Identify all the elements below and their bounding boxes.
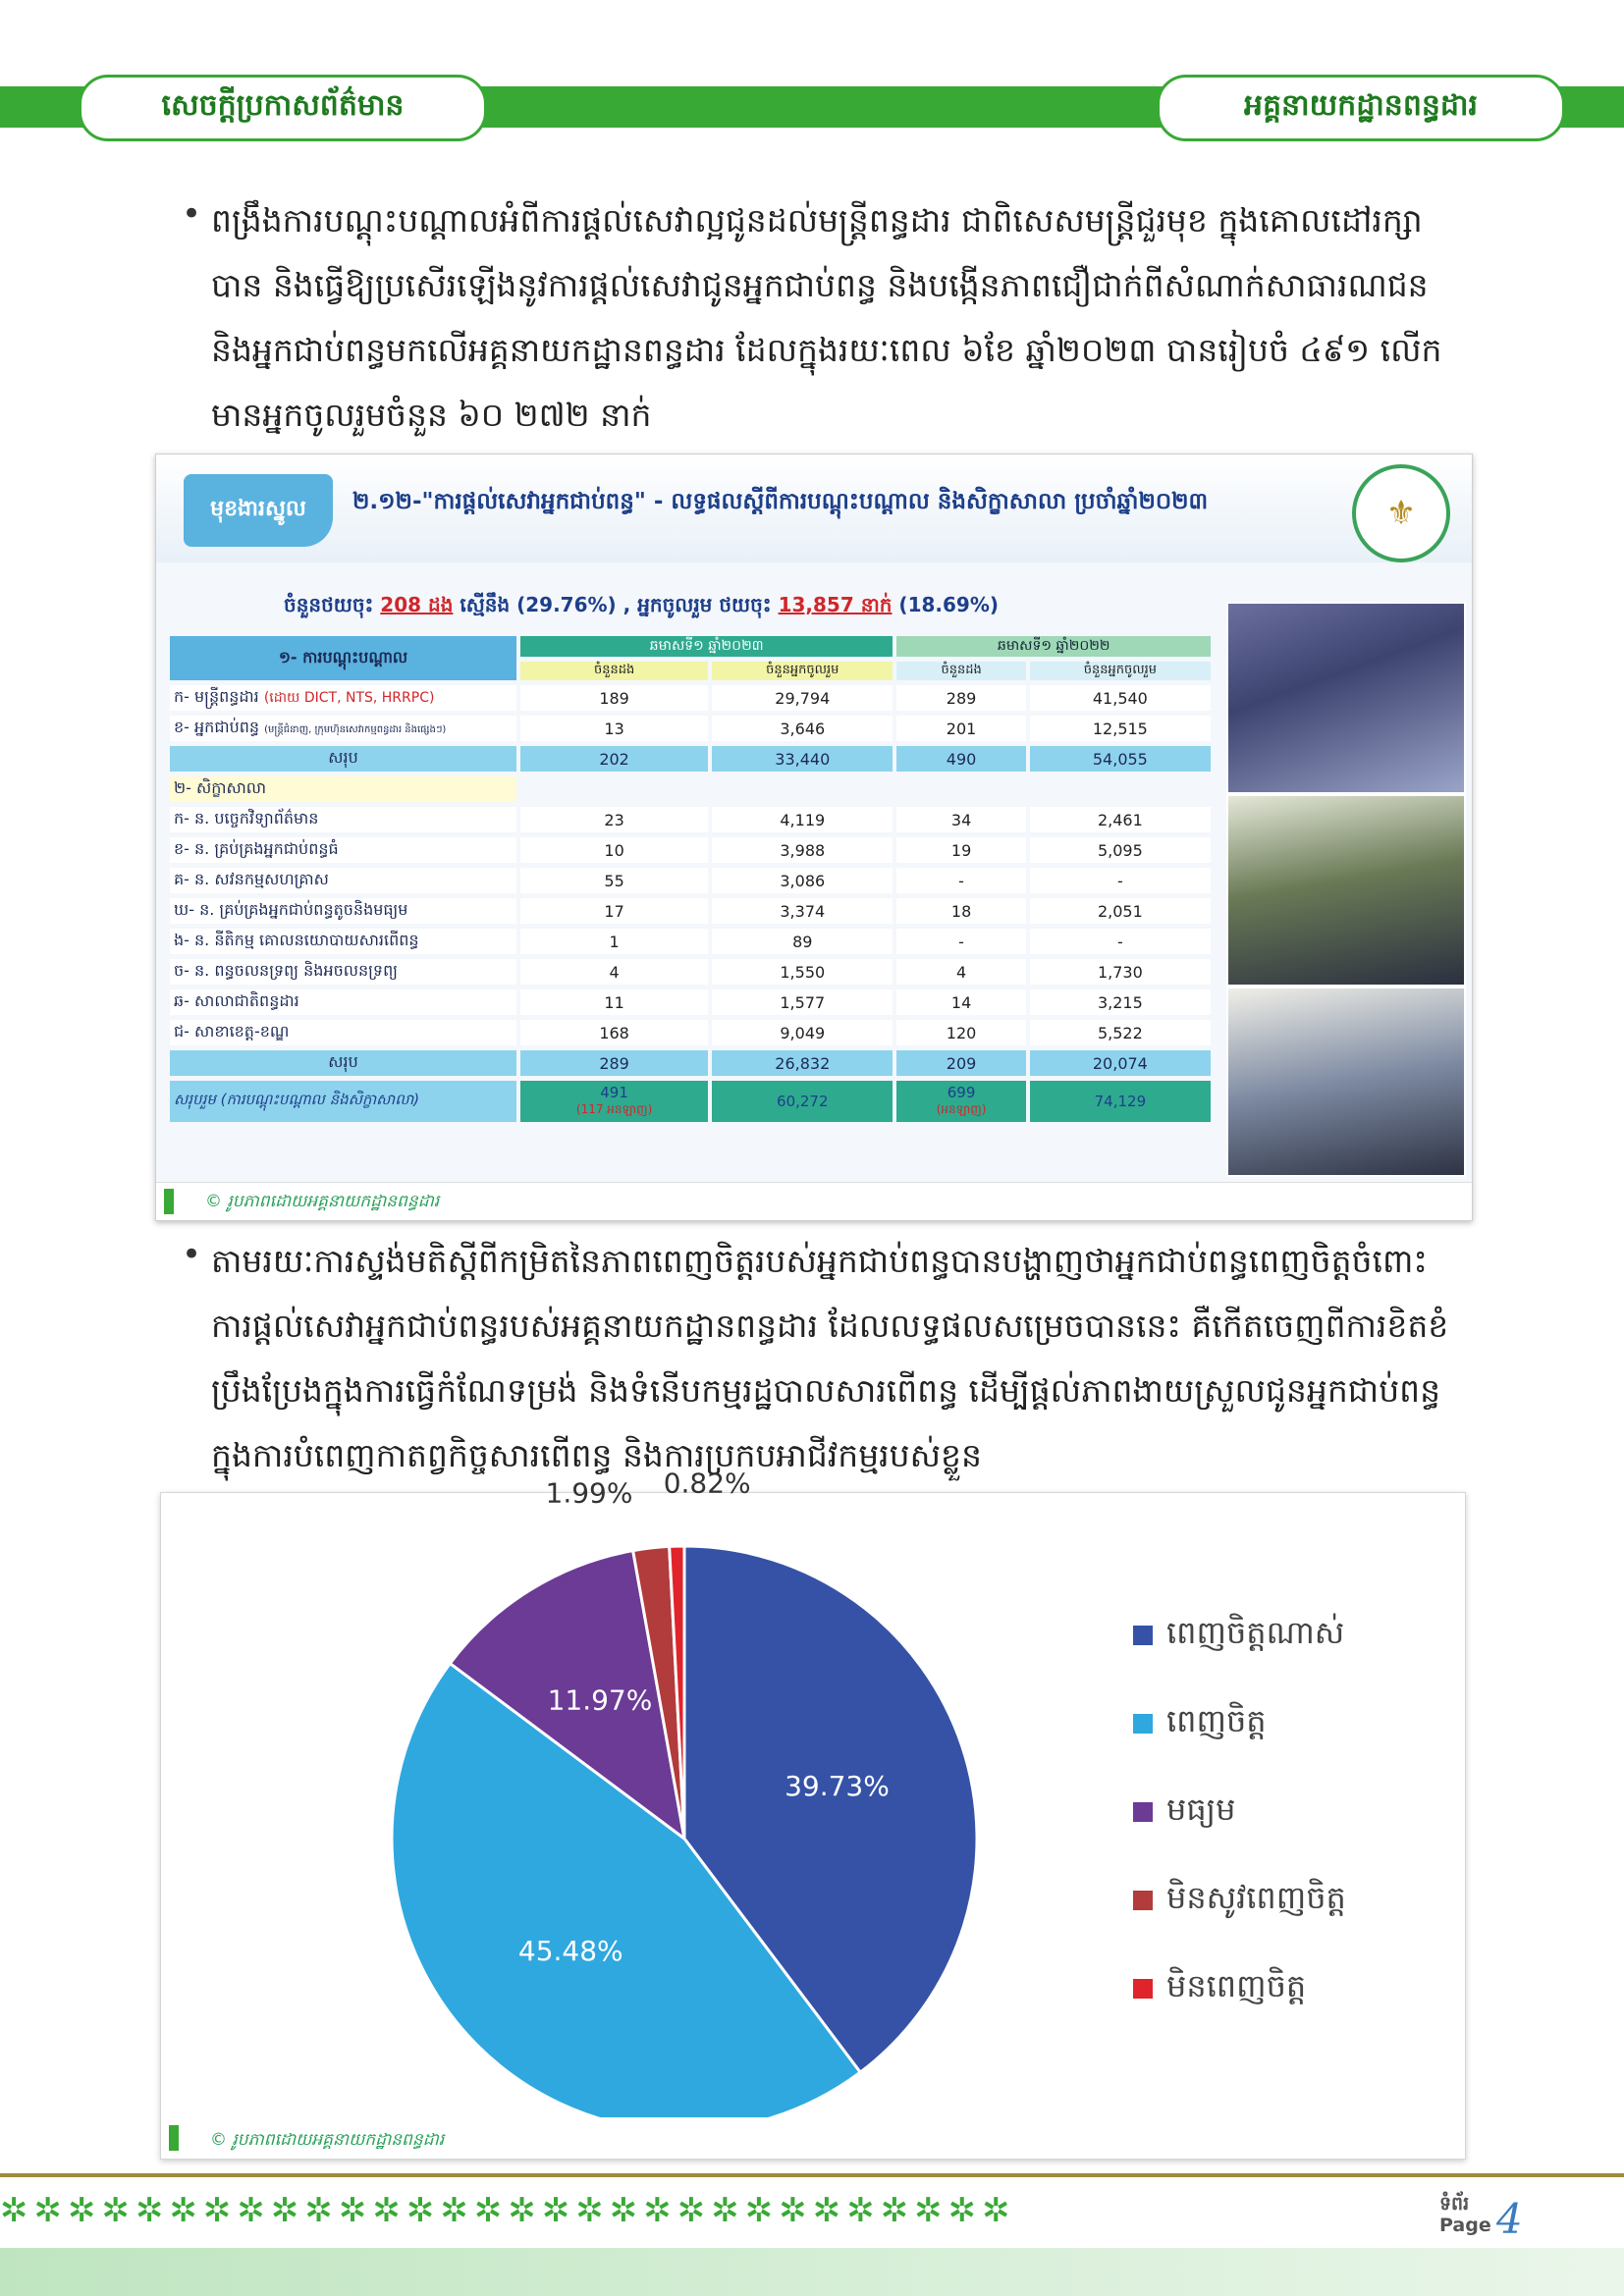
legend-swatch bbox=[1133, 1626, 1153, 1645]
footer-band bbox=[0, 2248, 1624, 2296]
workshop-photo-group bbox=[1226, 794, 1466, 987]
satisfaction-pie-chart bbox=[160, 1467, 1466, 2160]
legend-swatch bbox=[1133, 1802, 1153, 1822]
classroom-photo bbox=[1226, 987, 1466, 1177]
core-function-tab: មុខងារស្នូល bbox=[184, 474, 333, 547]
table-row: គ- ន. សវនកម្មសហគ្រាស 55 3,086 - - bbox=[170, 868, 1211, 893]
pie-data-label-4: 1.99% bbox=[545, 1476, 633, 1510]
pie-data-label-3: 11.97% bbox=[547, 1683, 653, 1717]
legend-item-2 bbox=[1133, 1680, 1346, 1768]
col-participants-2022: ចំនួនអ្នកចូលរួម bbox=[1030, 662, 1211, 680]
table-row: ឃ- ន. គ្រប់គ្រងអ្នកជាប់ពន្ធតូចនិងមធ្យម 17 3,374 18 2,051 bbox=[170, 898, 1211, 924]
credit-bar bbox=[169, 2125, 179, 2151]
header-right-title: អគ្គនាយកដ្ឋានពន្ធដារ bbox=[1157, 75, 1565, 141]
pie-data-label-2: 45.48% bbox=[517, 1935, 623, 1968]
legend-label: ពេញចិត្ត bbox=[1166, 1701, 1267, 1739]
infographic-summary: ចំនួនថយចុះ 208 ដង ស្មើនឹង (29.76%) , អ្នកចូលរួម ថយចុះ 13,857 នាក់ (18.69%) bbox=[284, 593, 1000, 616]
credit-bar bbox=[164, 1189, 174, 1214]
table-row: ក- មន្ត្រីពន្ធដារ (ដោយ DICT, NTS, HRRPC) 189 29,794 289 41,540 bbox=[170, 685, 1211, 711]
table-row: ឆ- សាលាជាតិពន្ធដារ 11 1,577 14 3,215 bbox=[170, 989, 1211, 1015]
bullet-icon: • bbox=[182, 1235, 202, 1274]
legend-label: មិនសូវពេញចិត្ត bbox=[1166, 1878, 1346, 1916]
col-count-2022: ចំនួនដង bbox=[896, 662, 1025, 680]
group-2023-header: ឆមាសទី១ ឆ្នាំ២០២៣ bbox=[520, 636, 893, 657]
section-workshop-row bbox=[170, 776, 1211, 802]
legend-label: មធ្យម bbox=[1166, 1789, 1236, 1828]
training-infographic bbox=[155, 454, 1473, 1221]
col-count-2023: ចំនួនដង bbox=[520, 662, 708, 680]
infographic-footer bbox=[156, 1182, 1472, 1220]
workshop-total-row: សរុប 289 26,832 209 20,074 bbox=[170, 1050, 1211, 1076]
infographic-header bbox=[156, 454, 1472, 562]
table-row: ខ- អ្នកជាប់ពន្ធ (មន្ត្រីជំនាញ, ក្រុមហ៊ុនសេវាកម្មពន្ធដារ និងផ្សេងៗ) 13 3,646 201 12,515 bbox=[170, 716, 1211, 741]
footer-rule bbox=[0, 2173, 1624, 2177]
training-total-row: សរុប 202 33,440 490 54,055 bbox=[170, 746, 1211, 772]
legend-label: មិនពេញចិត្ត bbox=[1166, 1966, 1307, 2004]
paragraph-survey: តាមរយៈការស្ទង់មតិស្តីពីកម្រិតនៃភាពពេញចិត្តរបស់អ្នកជាប់ពន្ធបានបង្ហាញថាអ្នកជាប់ពន្ធពេញចិត្តចំពោះការផ្តល់សេវាអ្នកជាប់ពន្ធរបស់អគ្គនាយកដ្ឋានពន្ធដារ ដែលលទ្ធផលសម្រេចបាននេះ គឺកើតចេញពីការខិតខំប្រឹងប្រែងក្នុងការធ្វើកំណែទម្រង់ និងទំនើបកម្មរដ្ឋបាលសារពើពន្ធ ដើម្បីផ្តល់ភាពងាយស្រួលជូនអ្នកជាប់ពន្ធ ក្នុងការបំពេញកាតព្វកិច្ចសារពើពន្ធ និងការប្រកបអាជីវកម្មរបស់ខ្លួន bbox=[211, 1242, 1449, 1474]
floral-motif-icon: ✲✲✲✲✲✲✲✲✲✲✲✲✲✲✲✲✲✲✲✲✲✲✲✲✲✲✲✲✲✲ bbox=[0, 2191, 1016, 2230]
legend-item-1 bbox=[1133, 1591, 1346, 1680]
pie-data-label-5: 0.82% bbox=[663, 1467, 751, 1500]
pie-data-label-1: 39.73% bbox=[785, 1770, 890, 1803]
col-participants-2023: ចំនួនអ្នកចូលរួម bbox=[712, 662, 893, 680]
header-left-title: សេចក្តីប្រកាសព័ត៌មាន bbox=[79, 75, 487, 141]
page-number: 4 bbox=[1496, 2195, 1523, 2243]
table-row: ជ- សាខាខេត្ត-ខណ្ឌ 168 9,049 120 5,522 bbox=[170, 1020, 1211, 1045]
table-row: ខ- ន. គ្រប់គ្រងអ្នកជាប់ពន្ធធំ 10 3,988 19 5,095 bbox=[170, 837, 1211, 863]
legend-swatch bbox=[1133, 1979, 1153, 1999]
group-2022-header: ឆមាសទី១ ឆ្នាំ២០២២ bbox=[896, 636, 1211, 657]
chart-credit: © រូបភាពដោយអគ្គនាយកដ្ឋានពន្ធដារ bbox=[210, 2130, 445, 2150]
gdt-emblem-icon: ⚜ bbox=[1352, 464, 1450, 562]
table-row: ក- ន. បច្ចេកវិទ្យាព័ត៌មាន 23 4,119 34 2,461 bbox=[170, 807, 1211, 832]
chart-footer bbox=[161, 2117, 1465, 2159]
training-table bbox=[166, 631, 1215, 1127]
bullet-icon: • bbox=[182, 194, 202, 234]
photo-credit: © រូបភាពដោយអគ្គនាយកដ្ឋានពន្ធដារ bbox=[205, 1192, 440, 1211]
table-row: ង- ន. នីតិកម្ម គោលនយោបាយសារពើពន្ធ 1 89 - - bbox=[170, 929, 1211, 954]
grand-total-row: សរុបរួម (ការបណ្តុះបណ្តាល និងសិក្ខាសាលា) 491 (117 អនឡាញ) 60,272 699 (អនឡាញ) 74,129 bbox=[170, 1081, 1211, 1122]
legend-swatch bbox=[1133, 1891, 1153, 1910]
legend-item-5 bbox=[1133, 1945, 1346, 2033]
page-label: ទំព័រ Page bbox=[1439, 2193, 1491, 2236]
infographic-title: ២.១២-"ការផ្តល់សេវាអ្នកជាប់ពន្ធ" - លទ្ធផលស្តីពីការបណ្តុះបណ្តាល និងសិក្ខាសាលា ប្រចាំឆ្នាំ២០២៣ bbox=[352, 489, 1209, 514]
paragraph-training: ពង្រឹងការបណ្តុះបណ្តាលអំពីការផ្តល់សេវាល្អជូនដល់មន្ត្រីពន្ធដារ ជាពិសេសមន្ត្រីជួរមុខ ក្នុងគោលដៅរក្សាបាន និងធ្វើឱ្យប្រសើរឡើងនូវការផ្តល់សេវាជូនអ្នកជាប់ពន្ធ និងបង្កើនភាពជឿជាក់ពីសំណាក់សាធារណជន និងអ្នកជាប់ពន្ធមកលើអគ្គនាយកដ្ឋានពន្ធដារ ដែលក្នុងរយៈពេល ៦ខែ ឆ្នាំ២០២៣ បានរៀបចំ ៤៩១ លើក មានអ្នកចូលរួមចំនួន ៦០ ២៧២ នាក់ bbox=[211, 201, 1442, 434]
table-row: ច- ន. ពន្ធចលនទ្រព្យ និងអចលនទ្រព្យ 4 1,550 4 1,730 bbox=[170, 959, 1211, 985]
pie-legend bbox=[1133, 1591, 1346, 2033]
training-photo-group bbox=[1226, 602, 1466, 794]
legend-swatch bbox=[1133, 1714, 1153, 1734]
table-header-row bbox=[170, 636, 1211, 657]
section-workshop-heading: ២- សិក្ខាសាលា bbox=[170, 776, 516, 802]
legend-label: ពេញចិត្តណាស់ bbox=[1166, 1613, 1345, 1651]
legend-item-3 bbox=[1133, 1768, 1346, 1856]
section-training-heading: ១- ការបណ្តុះបណ្តាល bbox=[170, 636, 516, 680]
legend-item-4 bbox=[1133, 1856, 1346, 1945]
